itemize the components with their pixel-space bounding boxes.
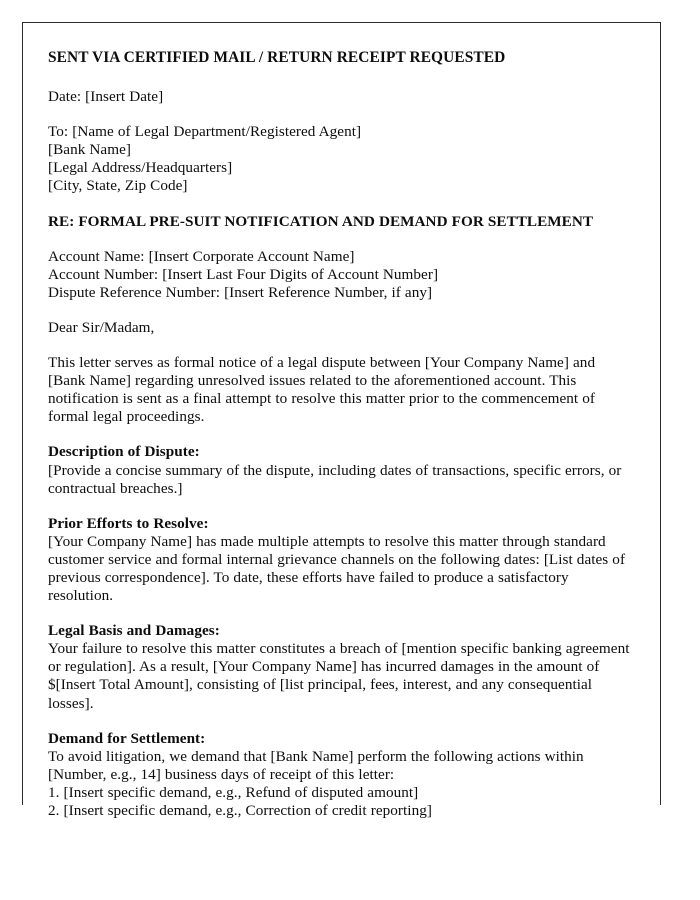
document-content <box>48 49 632 820</box>
spacer <box>48 713 632 730</box>
salutation: Dear Sir/Madam, <box>48 318 155 336</box>
document-title: SENT VIA CERTIFIED MAIL / RETURN RECEIPT REQUESTED <box>48 49 506 66</box>
account-details-block <box>48 248 632 302</box>
section-heading-demand: Demand for Settlement: <box>48 729 206 747</box>
demand-items-list <box>48 784 632 820</box>
section-body-prior-efforts: [Your Company Name] has made multiple attempts to resolve this matter through standard customer service and formal internal grievance channels on the following dates: [List dates of previous correspondence]. To date, these efforts have failed to produce a satisfactory resolution. <box>48 532 626 605</box>
account-line: Account Number: [Insert Last Four Digits of Account Number] <box>48 265 439 283</box>
spacer <box>48 231 632 248</box>
spacer <box>48 302 632 319</box>
recipient-line: [Legal Address/Headquarters] <box>48 159 233 177</box>
spacer <box>48 426 632 443</box>
recipient-address-block <box>48 123 632 195</box>
recipient-line: [Bank Name] <box>48 141 131 159</box>
recipient-line: [City, State, Zip Code] <box>48 177 188 195</box>
spacer <box>48 605 632 622</box>
section-heading-legal-basis: Legal Basis and Damages: <box>48 622 220 640</box>
demand-item: 2. [Insert specific demand, e.g., Correction of credit reporting] <box>48 802 432 819</box>
document-page <box>22 22 661 819</box>
spacer <box>48 498 632 515</box>
intro-paragraph: This letter serves as formal notice of a legal dispute between [Your Company Name] and [Bank Name] regarding unresolved issues related to the aforementioned account. This notification is sent as a final attempt to resolve this matter prior to the commencement of formal legal proceedings. <box>48 354 596 426</box>
recipient-line: To: [Name of Legal Department/Registered Agent] <box>48 123 362 141</box>
section-heading-prior-efforts: Prior Efforts to Resolve: <box>48 514 209 532</box>
section-heading-description: Description of Dispute: <box>48 443 200 461</box>
account-line: Account Name: [Insert Corporate Account Name] <box>48 247 355 265</box>
date-line: Date: [Insert Date] <box>48 88 164 106</box>
spacer <box>48 106 632 123</box>
section-body-legal-basis: Your failure to resolve this matter constitutes a breach of [mention specific banking agreement or regulation]. As a result, [Your Company Name] has incurred damages in the amount of $[Insert Total Amount], consisting of [list principal, fees, interest, and any consequential losses]. <box>48 640 630 712</box>
account-line: Dispute Reference Number: [Insert Reference Number, if any] <box>48 283 433 301</box>
subject-line: RE: FORMAL PRE-SUIT NOTIFICATION AND DEMAND FOR SETTLEMENT <box>48 212 594 230</box>
spacer <box>48 67 632 88</box>
spacer <box>48 337 632 354</box>
spacer <box>48 196 632 213</box>
demand-item: 1. [Insert specific demand, e.g., Refund of disputed amount] <box>48 783 419 801</box>
section-body-demand: To avoid litigation, we demand that [Bank Name] perform the following actions within [Number, e.g., 14] business days of receipt of this letter: <box>48 747 584 783</box>
section-body-description: [Provide a concise summary of the dispute, including dates of transactions, specific errors, or contractual breaches.] <box>48 461 622 497</box>
